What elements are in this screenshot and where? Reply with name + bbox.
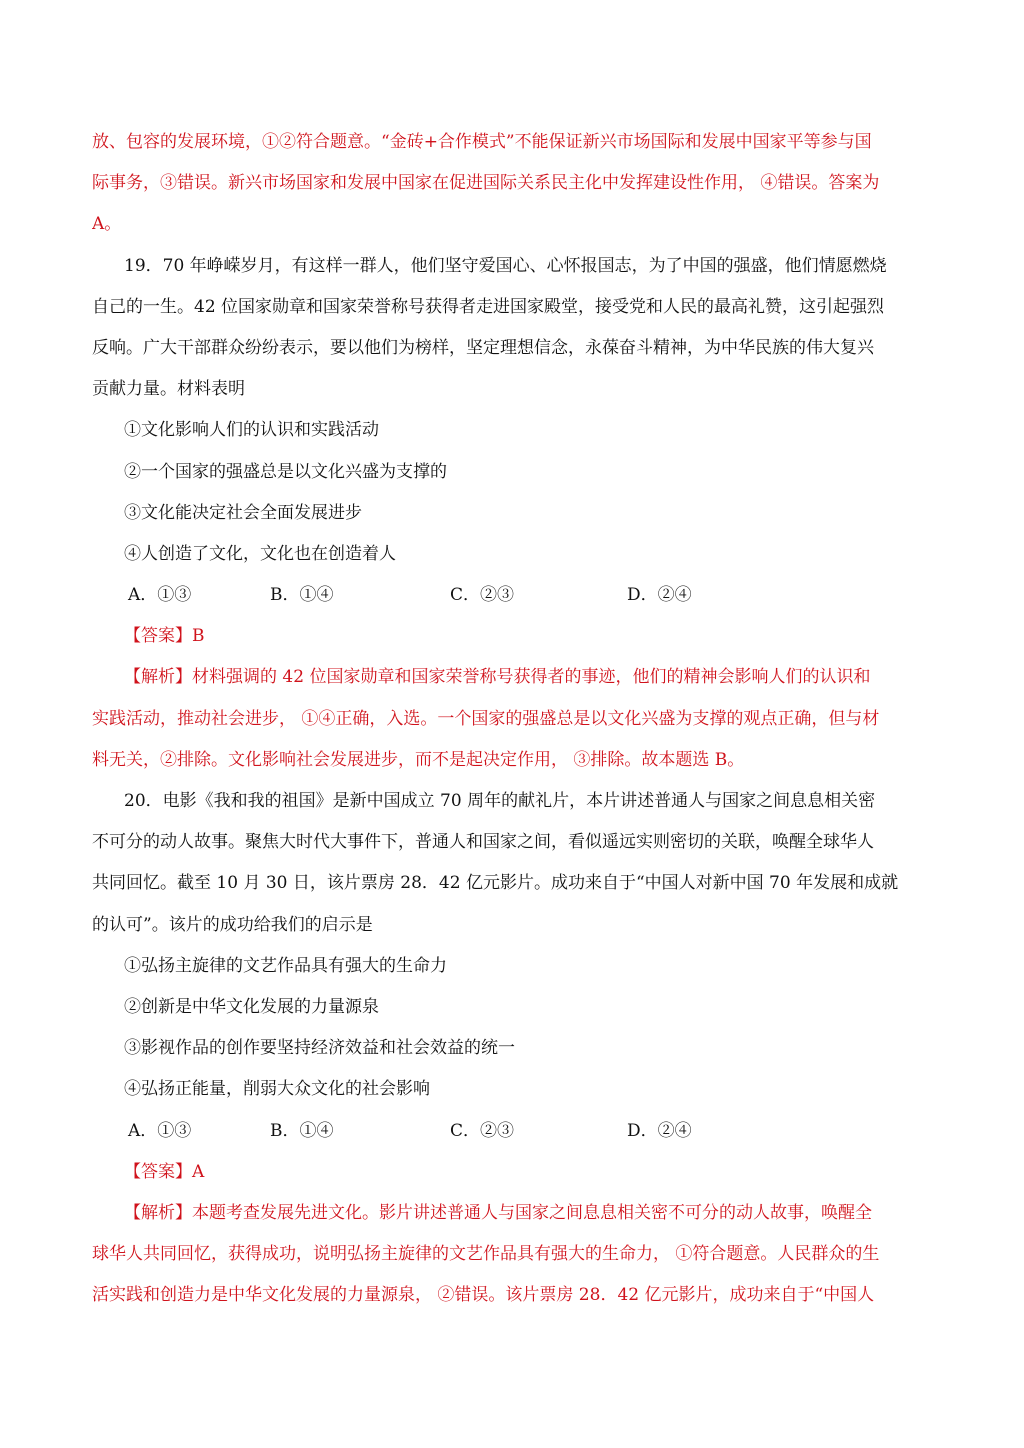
explanation-line — [92, 657, 922, 698]
explanation-label: 【解析】 — [124, 667, 192, 688]
option-d: D．②④ — [627, 1120, 692, 1141]
explanation-label: 【解析】 — [124, 1202, 192, 1223]
statement-item: ④人创造了文化，文化也在创造着人 — [124, 543, 396, 564]
answer-value: B — [192, 626, 205, 647]
question-stem-line: 贡献力量。材料表明 — [92, 379, 245, 400]
question-stem-line: 反响。广大干部群众纷纷表示，要以他们为榜样，坚定理想信念，永葆奋斗精神，为中华民族的伟大复兴 — [92, 337, 874, 358]
answer-line — [92, 1152, 922, 1193]
answer-value: A — [192, 1161, 205, 1182]
options-row — [92, 575, 922, 616]
option-c: C．②③ — [450, 1120, 515, 1141]
question-stem-line: 19．70 年峥嵘岁月，有这样一群人，他们坚守爱国心、心怀报国志，为了中国的强盛，他们情愿燃烧 — [124, 255, 887, 276]
explanation-line — [92, 1193, 922, 1234]
option-d: D．②④ — [627, 585, 692, 606]
question-19 — [92, 246, 922, 781]
option-c: C．②③ — [450, 585, 515, 606]
explanation-line: 料无关，②排除。文化影响社会发展进步，而不是起决定作用， ③排除。故本题选 B。 — [92, 749, 745, 770]
statement-item: ④弘扬正能量，削弱大众文化的社会影响 — [124, 1079, 430, 1100]
question-stem-line: 的认可”。该片的成功给我们的启示是 — [92, 914, 373, 935]
question-stem-line: 20．电影《我和我的祖国》是新中国成立 70 周年的献礼片，本片讲述普通人与国家之间息息相关密 — [124, 791, 876, 811]
explanation-text: 本题考查发展先进文化。影片讲述普通人与国家之间息息相关密不可分的动人故事，唤醒全 — [192, 1202, 872, 1223]
answer-label: 【答案】 — [124, 1161, 192, 1182]
explanation-line: 活实践和创造力是中华文化发展的力量源泉， ②错误。该片票房 28．42 亿元影片，成功来自于“中国人 — [92, 1285, 875, 1306]
options-row — [92, 1111, 922, 1152]
statement-item: ①弘扬主旋律的文艺作品具有强大的生命力 — [124, 955, 447, 976]
option-b: B．①④ — [270, 585, 334, 606]
question-stem-line: 共同回忆。截至 10 月 30 日，该片票房 28．42 亿元影片。成功来自于“中国人对新中国 70 年发展和成就 — [92, 873, 899, 894]
statement-item: ③文化能决定社会全面发展进步 — [124, 502, 362, 523]
statement-item: ①文化影响人们的认识和实践活动 — [124, 420, 379, 441]
option-b: B．①④ — [270, 1120, 334, 1141]
statement-item: ③影视作品的创作要坚持经济效益和社会效益的统一 — [124, 1038, 515, 1059]
explanation-line: 球华人共同回忆，获得成功，说明弘扬主旋律的文艺作品具有强大的生命力， ①符合题意。人民群众的生 — [92, 1244, 880, 1265]
statement-item: ②创新是中华文化发展的力量源泉 — [124, 996, 379, 1017]
prev-explanation-line: A。 — [92, 214, 122, 235]
explanation-text: 材料强调的 42 位国家勋章和国家荣誉称号获得者的事迹，他们的精神会影响人们的认识和 — [192, 667, 871, 688]
answer-label: 【答案】 — [124, 626, 192, 647]
explanation-line: 实践活动，推动社会进步， ①④正确，入选。一个国家的强盛总是以文化兴盛为支撑的观点正确，但与材 — [92, 708, 880, 729]
question-20 — [92, 781, 922, 1316]
document-page — [92, 122, 922, 1316]
question-stem-line: 自己的一生。42 位国家勋章和国家荣誉称号获得者走进国家殿堂，接受党和人民的最高礼赞，这引起强烈 — [92, 296, 885, 317]
statement-item: ②一个国家的强盛总是以文化兴盛为支撑的 — [124, 461, 447, 482]
prev-explanation-line: 际事务，③错误。新兴市场国家和发展中国家在促进国际关系民主化中发挥建设性作用， ④错误。答案为 — [92, 173, 880, 194]
question-stem-line: 不可分的动人故事。聚焦大时代大事件下，普通人和国家之间，看似遥远实则密切的关联，唤醒全球华人 — [92, 832, 874, 853]
option-a: A．①③ — [128, 1120, 192, 1141]
option-a: A．①③ — [128, 585, 192, 606]
prev-explanation-line: 放、包容的发展环境，①②符合题意。“金砖+合作模式”不能保证新兴市场国际和发展中国家平等参与国 — [92, 132, 872, 152]
answer-line — [92, 616, 922, 657]
prev-explanation — [92, 122, 922, 246]
